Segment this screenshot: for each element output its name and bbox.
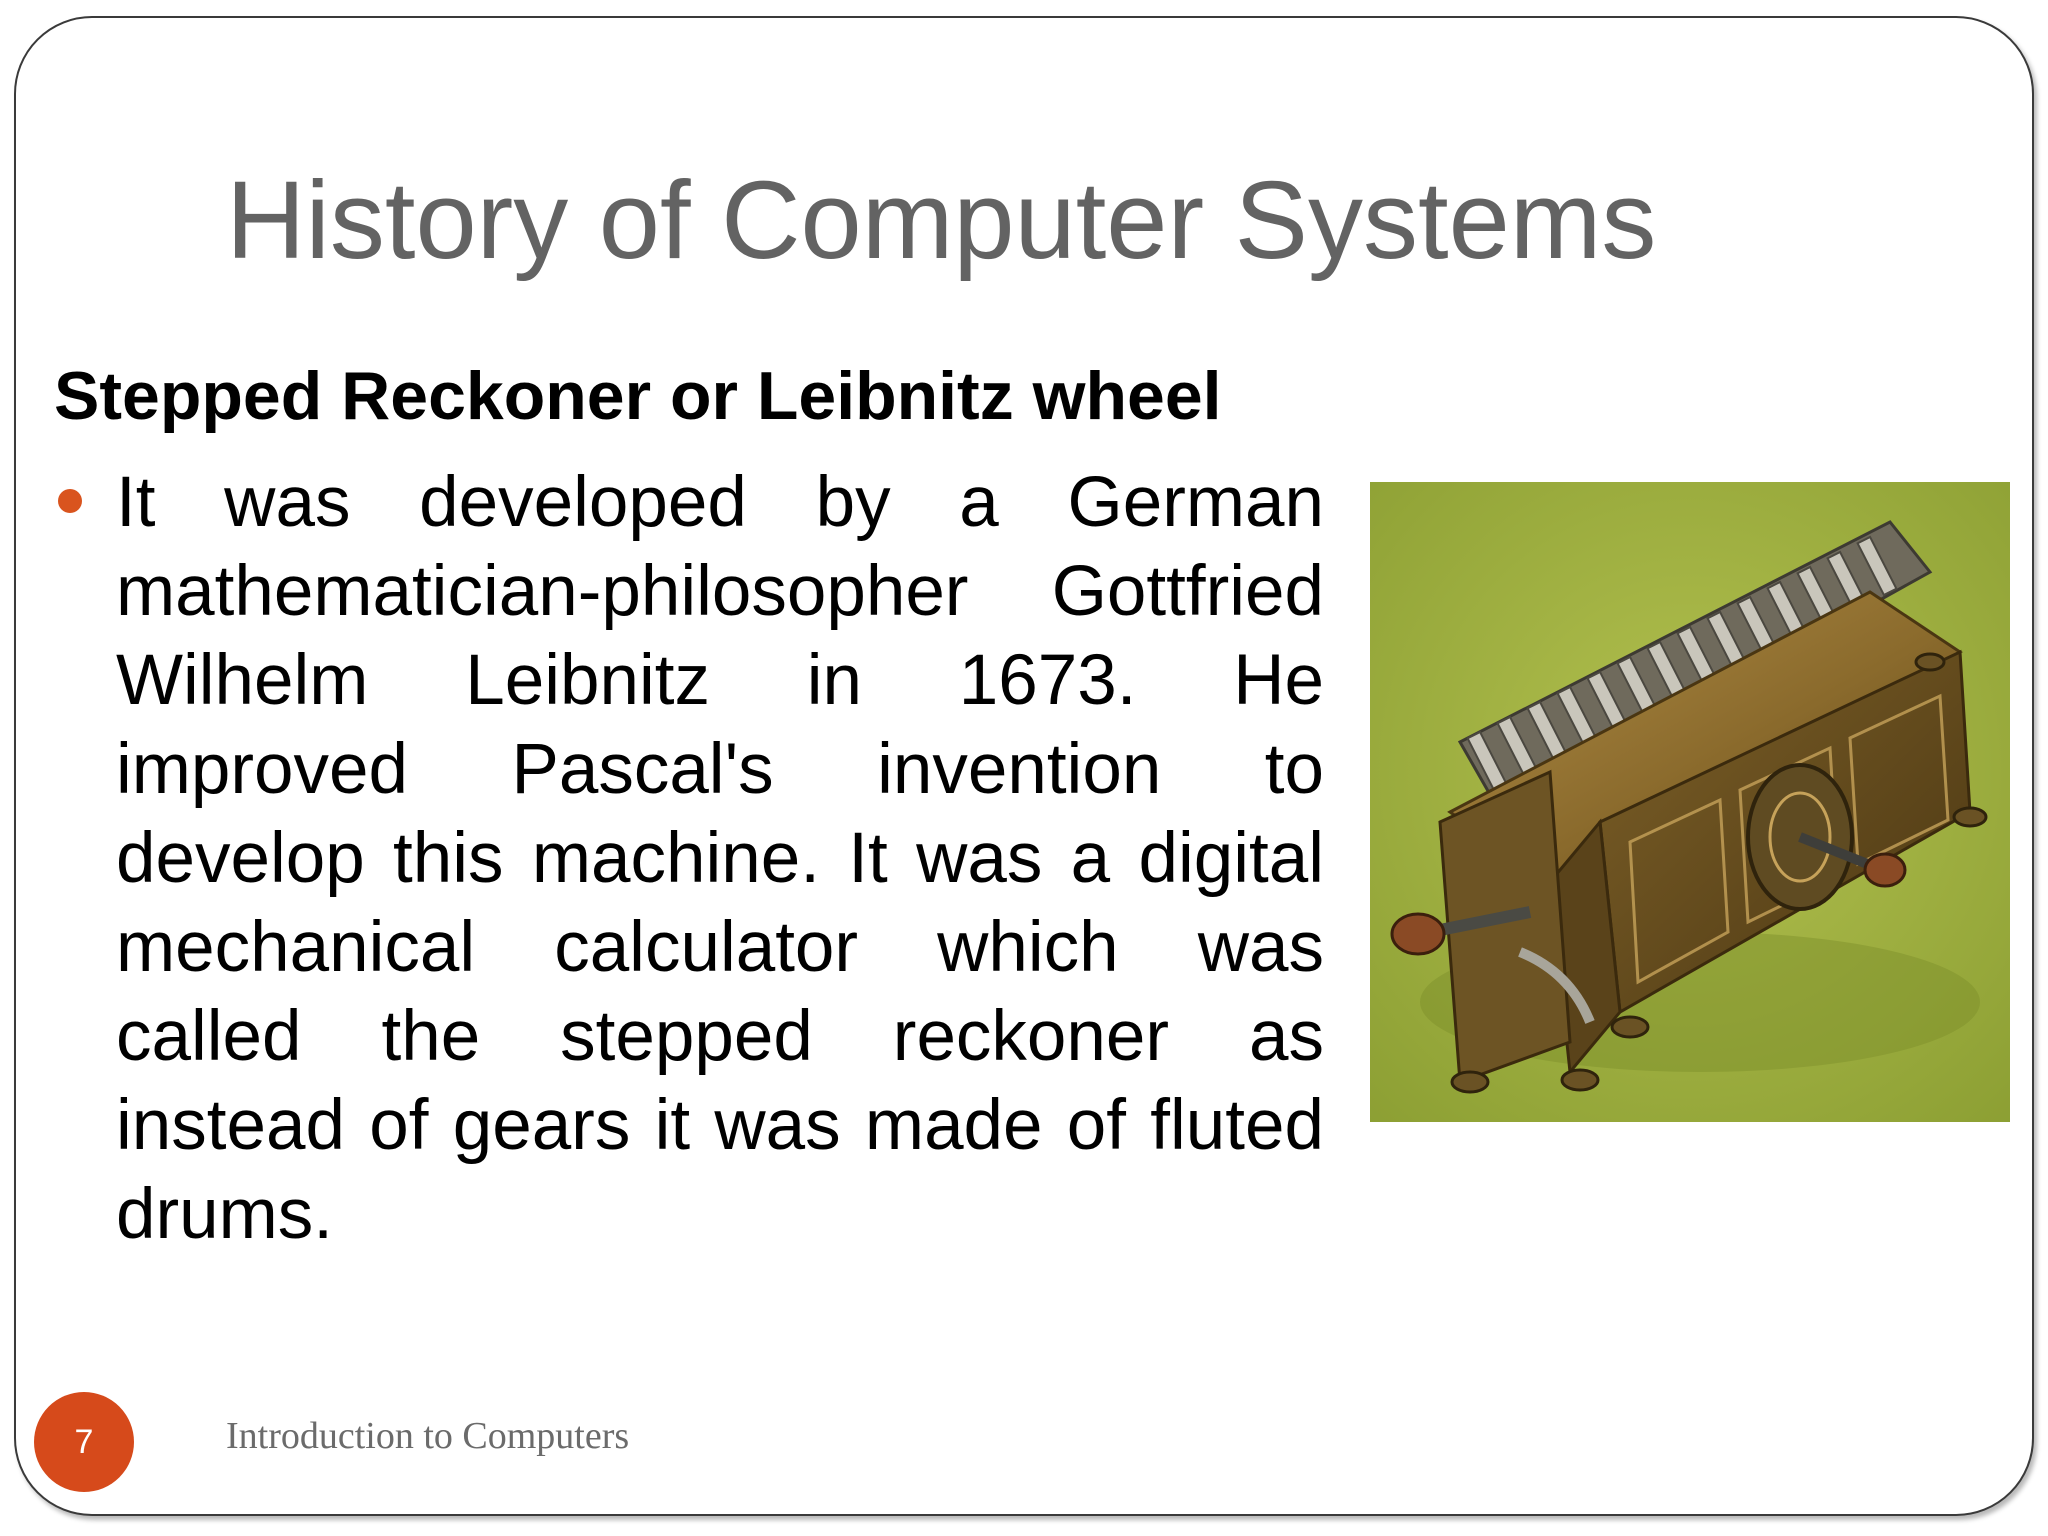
- slide-title: History of Computer Systems: [226, 159, 1657, 282]
- section-subtitle: Stepped Reckoner or Leibnitz wheel: [54, 358, 1222, 434]
- stepped-reckoner-image: [1370, 482, 2010, 1122]
- footer-text: Introduction to Computers: [226, 1415, 630, 1457]
- page-number-badge: 7: [34, 1392, 134, 1492]
- bullet-dot-icon: [58, 489, 82, 513]
- bullet-text: It was developed by a German mathematician-philosopher Gottfried Wilhelm Leibnitz in 1673. He improved Pascal's invention to develop this machine. It was a digital mechanical calculator which was called the stepped reckoner as instead of gears it was made of fluted drums.: [116, 463, 1324, 1254]
